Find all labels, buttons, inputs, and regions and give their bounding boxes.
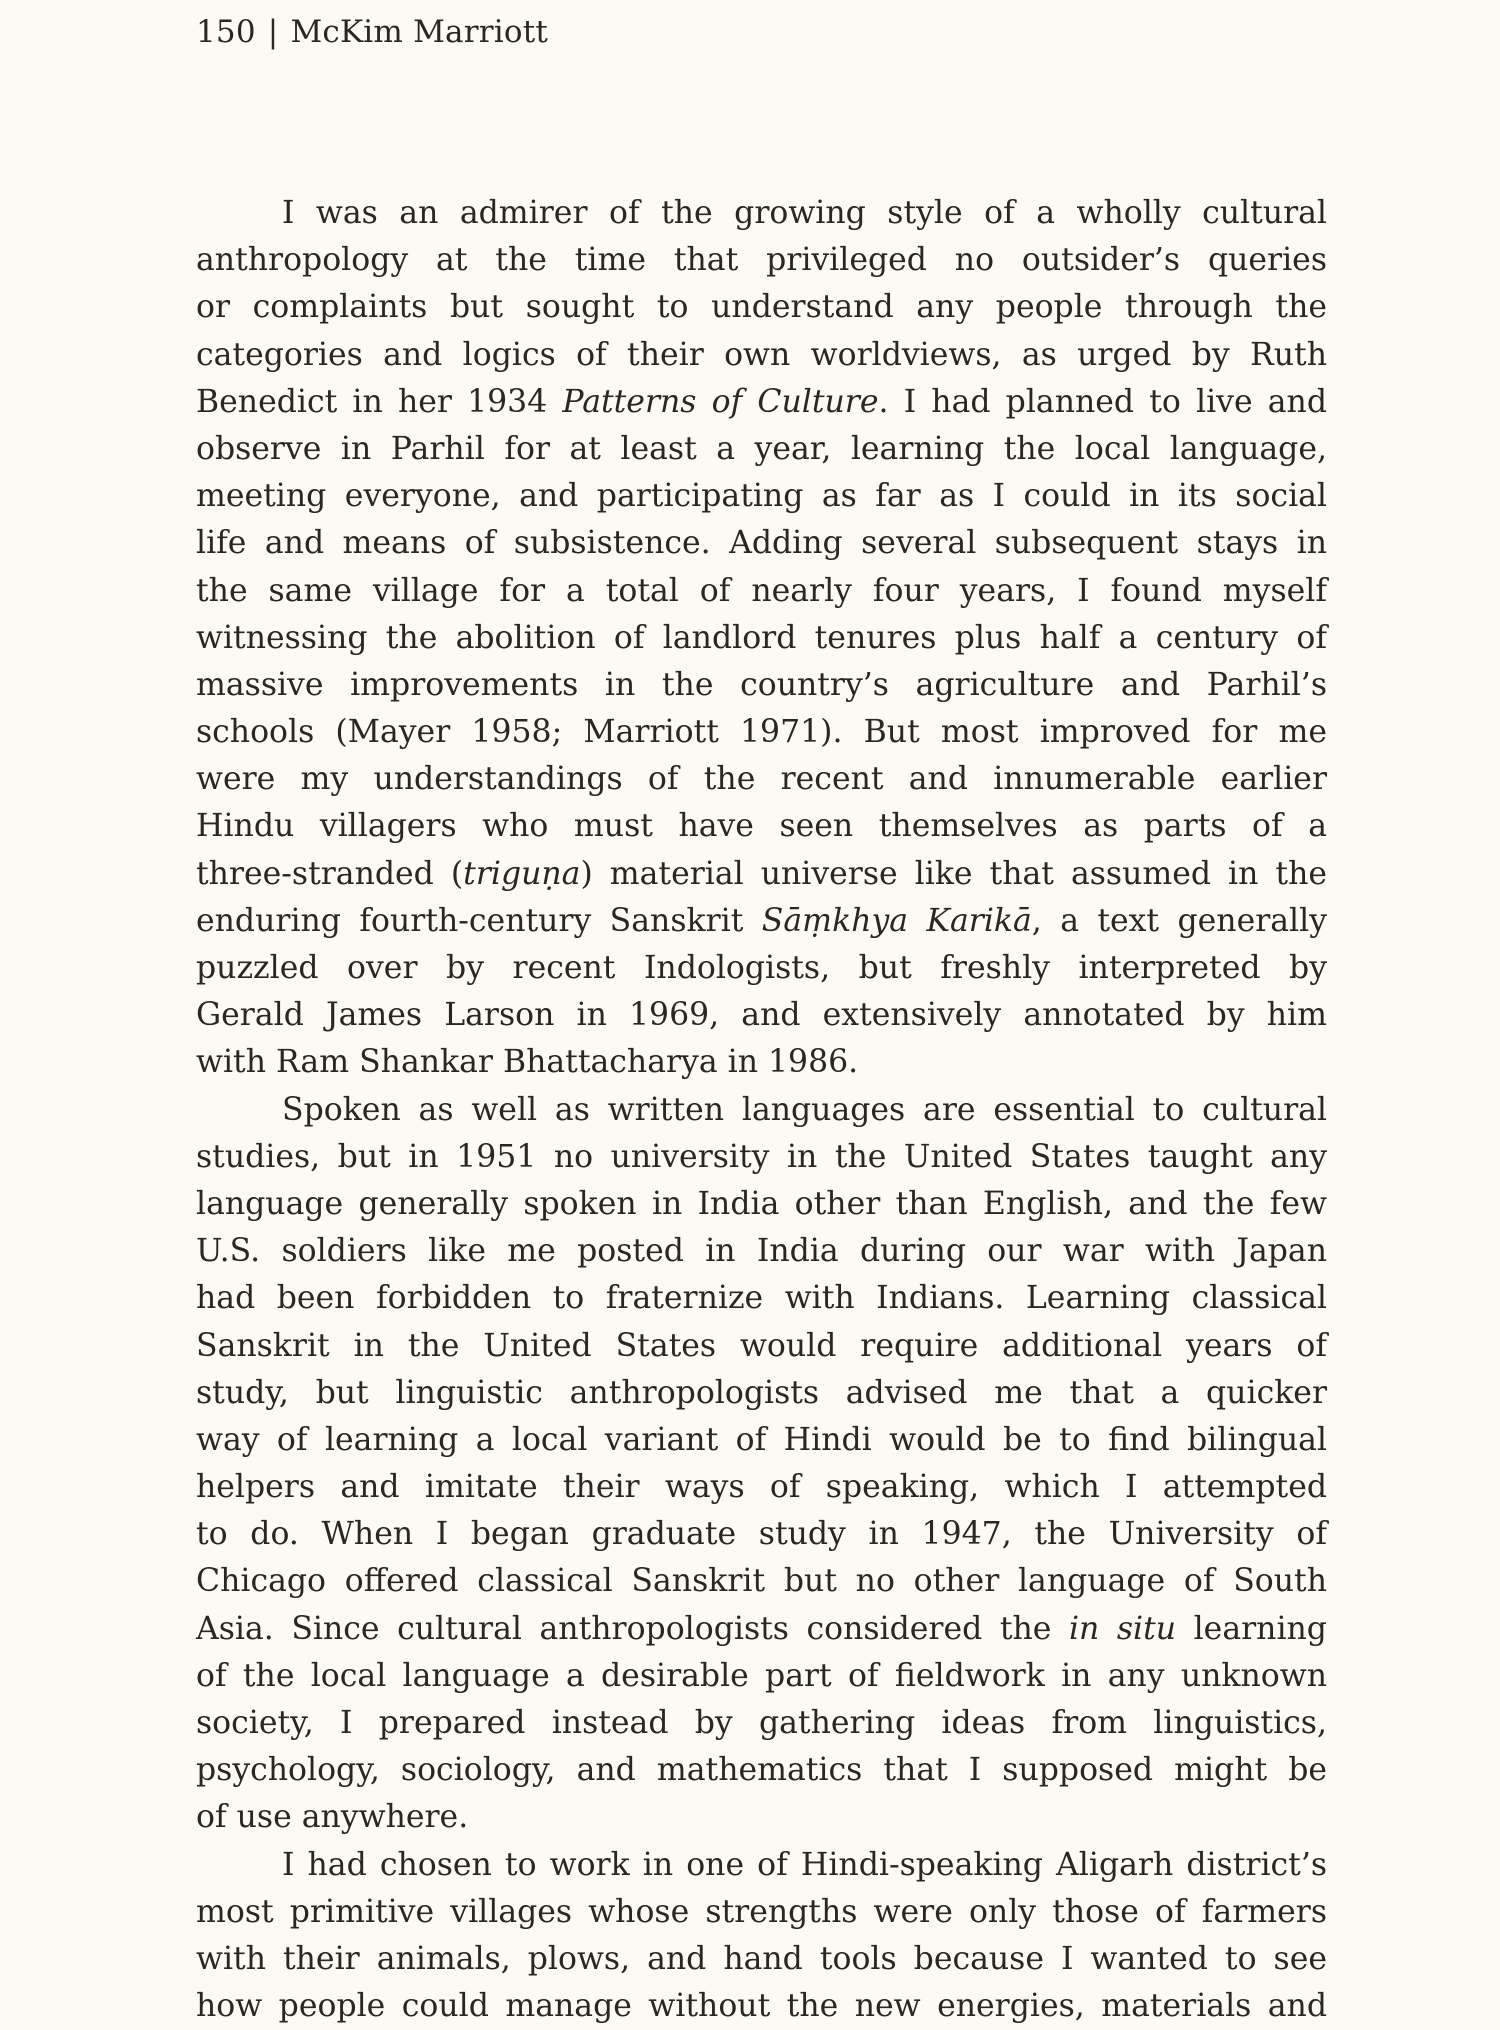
paragraph — [196, 1842, 1327, 2030]
text-line: I was an admirer of the growing style of a wholly cultural — [282, 195, 1327, 231]
text-line: to do. When I began graduate study in 1947, the University of — [196, 1516, 1327, 1553]
running-header — [196, 14, 548, 50]
page-number: 150 — [196, 14, 256, 50]
text-line: or complaints but sought to understand any people through the — [196, 289, 1327, 326]
text-line: three-stranded (triguṇa) material universe like that assumed in the — [196, 855, 1327, 892]
text-line: Benedict in her 1934 Patterns of Culture. I had planned to live and — [196, 383, 1328, 420]
text-line: way of learning a local variant of Hindi would be to find bilingual — [196, 1421, 1327, 1458]
text-line: with their animals, plows, and hand tools because I wanted to see — [196, 1940, 1327, 1977]
text-line: categories and logics of their own worldviews, as urged by Ruth — [196, 336, 1327, 373]
body-text — [196, 190, 1327, 2030]
paragraph — [196, 190, 1327, 1087]
paragraph — [196, 1087, 1327, 1842]
text-line: of the local language a desirable part of fieldwork in any unknown — [196, 1657, 1327, 1694]
text-line: Gerald James Larson in 1969, and extensively annotated by him — [196, 997, 1327, 1034]
text-line: witnessing the abolition of landlord tenures plus half a century of — [196, 619, 1327, 656]
text-line: puzzled over by recent Indologists, but freshly interpreted by — [196, 950, 1327, 986]
text-line: helpers and imitate their ways of speaking, which I attempted — [196, 1469, 1327, 1506]
text-line: observe in Parhil for at least a year, learning the local language, — [196, 430, 1327, 467]
text-line: society, I prepared instead by gathering ideas from linguistics, — [196, 1705, 1327, 1741]
text-line: had been forbidden to fraternize with Indians. Learning classical — [196, 1280, 1327, 1317]
text-line: meeting everyone, and participating as far as I could in its social — [196, 478, 1327, 515]
text-line: of use anywhere. — [196, 1799, 469, 1836]
text-line: with Ram Shankar Bhattacharya in 1986. — [196, 1044, 859, 1081]
text-line: Hindu villagers who must have seen themselves as parts of a — [196, 808, 1327, 845]
text-line: language generally spoken in India other than English, and the few — [196, 1185, 1327, 1222]
text-line: study, but linguistic anthropologists advised me that a quicker — [196, 1374, 1327, 1411]
text-line: Sanskrit in the United States would require additional years of — [196, 1327, 1327, 1364]
text-line: anthropology at the time that privileged no outsider’s queries — [196, 242, 1327, 279]
text-line: schools (Mayer 1958; Marriott 1971). But most improved for me — [196, 714, 1327, 751]
text-line: Chicago offered classical Sanskrit but no other language of South — [196, 1563, 1327, 1600]
text-line: U.S. soldiers like me posted in India during our war with Japan — [196, 1233, 1327, 1270]
text-line: Spoken as well as written languages are essential to cultural — [282, 1091, 1327, 1128]
text-line: enduring fourth-century Sanskrit Sāṃkhya Karikā, a text generally — [196, 902, 1327, 939]
text-line: life and means of subsistence. Adding several subsequent stays in — [196, 525, 1327, 562]
text-line: how people could manage without the new energies, materials and — [196, 1988, 1327, 2025]
header-separator: | — [267, 14, 279, 50]
text-line: were my understandings of the recent and innumerable earlier — [196, 761, 1327, 798]
text-line: I had chosen to work in one of Hindi-speaking Aligarh district’s — [282, 1846, 1327, 1883]
text-line: the same village for a total of nearly four years, I found myself — [196, 572, 1327, 609]
author-name: McKim Marriott — [290, 14, 549, 50]
text-line: most primitive villages whose strengths were only those of farmers — [196, 1893, 1327, 1930]
text-line: massive improvements in the country’s agriculture and Parhil’s — [196, 666, 1327, 703]
text-line: studies, but in 1951 no university in the United States taught any — [196, 1138, 1327, 1175]
text-line: Asia. Since cultural anthropologists considered the in situ learning — [196, 1610, 1327, 1647]
text-line: psychology, sociology, and mathematics that I supposed might be — [196, 1752, 1327, 1789]
